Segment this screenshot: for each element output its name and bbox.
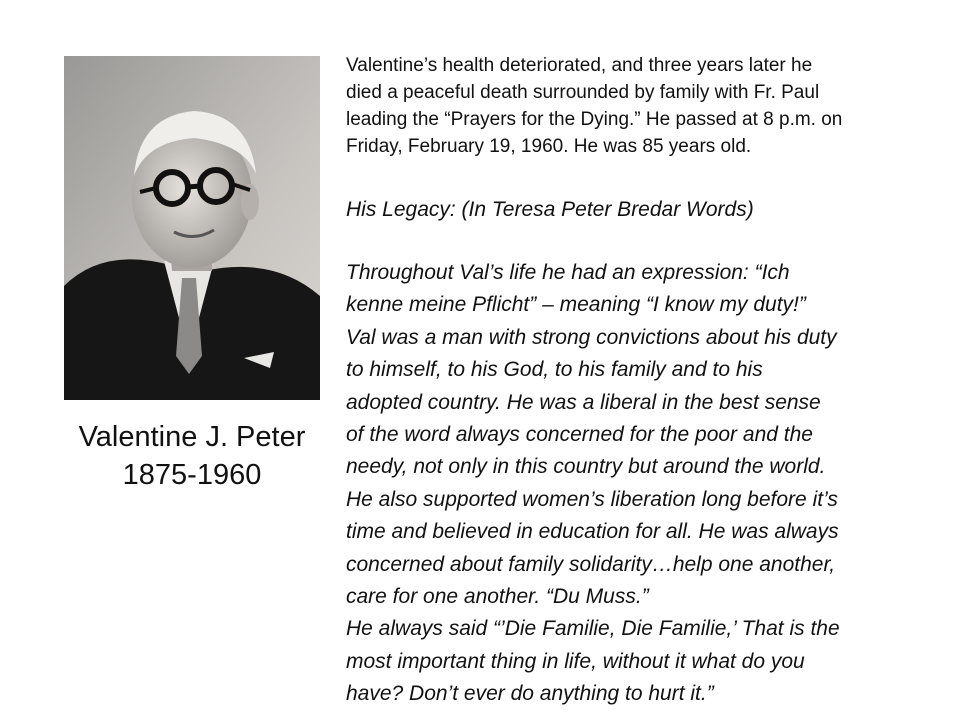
text-line: needy, not only in this country but around the world. [346, 455, 826, 479]
text-line: leading the “Prayers for the Dying.” He passed at 8 p.m. on [346, 109, 843, 130]
text-line: adopted country. He was a liberal in the best sense [346, 390, 821, 414]
text-line: time and believed in education for all. He was always [346, 520, 839, 544]
legacy-paragraph [346, 257, 946, 711]
text-line: have? Don’t ever do anything to hurt it.” [346, 682, 714, 706]
caption-name: Valentine J. Peter [78, 421, 306, 453]
text-line: Val was a man with strong convictions about his duty [346, 325, 837, 349]
portrait-illustration [64, 56, 320, 400]
caption-years: 1875-1960 [122, 459, 262, 491]
text-line: Throughout Val’s life he had an expression: “Ich [346, 261, 790, 284]
text-line: care for one another. “Du Muss.” [346, 585, 649, 609]
portrait-photo [64, 56, 320, 400]
photo-caption [40, 418, 344, 494]
text-line: most important thing in life, without it what do you [346, 649, 805, 673]
death-paragraph [346, 52, 946, 160]
text-line: to himself, to his God, to his family and to his [346, 358, 763, 382]
text-line: kenne meine Pflicht” – meaning “I know my duty!” [346, 293, 806, 317]
text-line: He always said “’Die Familie, Die Familie,’ That is the [346, 617, 840, 641]
text-line: died a peaceful death surrounded by family with Fr. Paul [346, 82, 820, 103]
text-line: Friday, February 19, 1960. He was 85 years old. [346, 136, 752, 157]
text-line: of the word always concerned for the poor and the [346, 423, 813, 447]
text-line: concerned about family solidarity…help one another, [346, 552, 836, 576]
text-line: Valentine’s health deteriorated, and three years later he [346, 55, 813, 76]
text-line: He also supported women’s liberation long before it’s [346, 487, 838, 511]
legacy-heading: His Legacy: (In Teresa Peter Bredar Words) [346, 198, 754, 221]
